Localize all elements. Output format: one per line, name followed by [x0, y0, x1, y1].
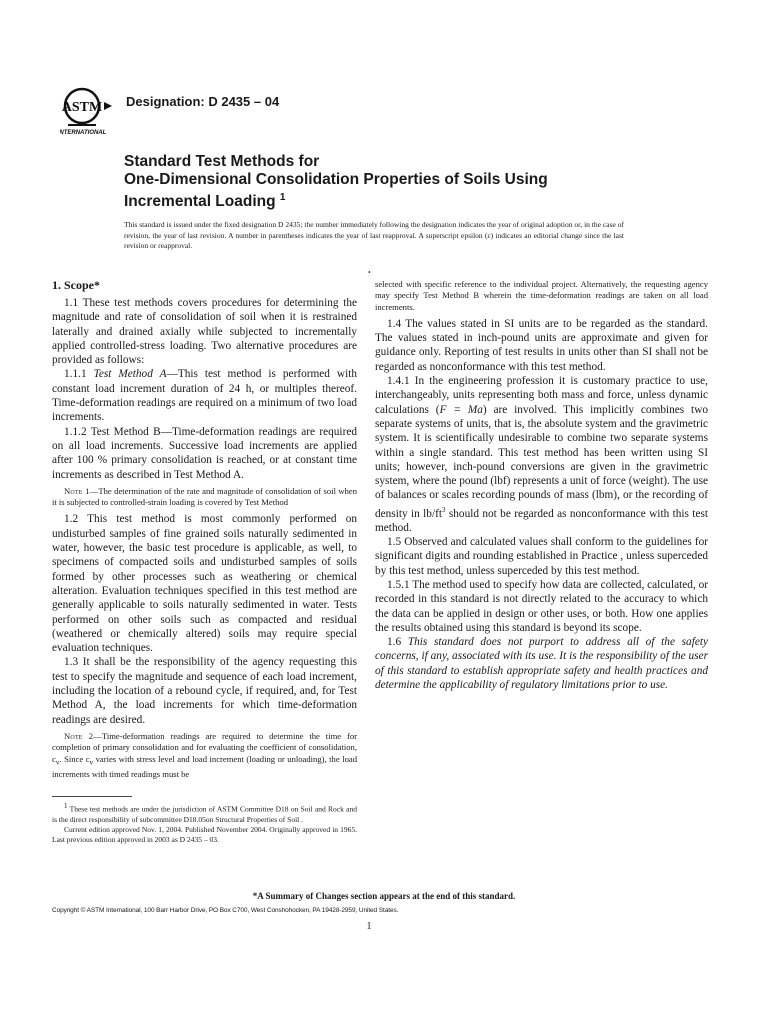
title-line-2: One-Dimensional Consolidation Properties of Soils Using: [124, 171, 548, 188]
footnote-1: [52, 801, 357, 825]
note-label: Note 1: [64, 485, 90, 496]
astm-logo: [60, 86, 120, 138]
document-title: [124, 153, 684, 211]
para-label: 1.6: [387, 636, 402, 649]
equation: F = Ma: [439, 403, 483, 416]
logo-text: INTERNATIONAL: [60, 130, 107, 136]
section-heading-scope: 1. Scope*: [52, 278, 100, 292]
page-number: 1: [366, 921, 372, 932]
para-text: should not be regarded as nonconformance with this test method.: [375, 507, 708, 534]
note-text: —Time-deformation readings are required to determine the time for completion of primary consolidation and for evaluating the coefficient of consolidation, c: [52, 730, 358, 764]
footnote-2: Current edition approved Nov. 1, 2004. Published November 2004. Originally approved in 1965. Last previous edition approved in 2003 as D 2435 – 03.: [52, 824, 357, 844]
para-text: ) are involved. This implicitly combines two separate systems of units, that is, the absolute system and the gravimetric system. It is scientifically undesirable to combine two separate systems within a single standard. This test method has been written using SI units; however, inch-pound conversions are given in the gravimetric system, where the pound (lbf) represents a unit of force (weight). The use of balances or scales recording pounds of mass (lbm), or the recording of density in lb/ft: [375, 403, 709, 520]
para-1-1: 1.1 These test methods covers procedures for determining the magnitude and rate of consolidation of soil when it is restrained laterally and drained axially while subjected to incrementally applied controlled-stress loading. Two alternative procedures are provided as follows:: [52, 297, 357, 367]
left-column: [52, 278, 357, 784]
note-text: —The determination of the rate and magnitude of consolidation of soil when it is subjected to controlled-strain loading is covered by Test Method: [52, 485, 358, 508]
designation: Designation: D 2435 – 04: [126, 94, 280, 109]
note-2-continued: selected with specific reference to the individual project. Alternatively, the requesting agency may specify Test Method B wherein the time-deformation readings are taken on all load increments.: [375, 279, 708, 312]
note-label: Note 2: [64, 730, 94, 741]
note-text: varies with stress level and load increment (loading or unloading), the load increments with timed readings must be: [52, 753, 357, 779]
footnote-text: These test methods are under the jurisdiction of ASTM Committee D18 on Soil and Rock and is the direct responsibility of subcommittee D18.05on Structural Properties of Soil .: [52, 804, 357, 824]
right-column: [375, 279, 708, 692]
subscript: v: [89, 758, 94, 767]
superscript: 3: [442, 505, 446, 514]
para-1-1-2: 1.1.2 Test Method B—Time-deformation readings are required on all load increments. Successive load increments are applied after 100 % primary consolidation is reached, or at constant time increments as described in Test Method A.: [52, 425, 357, 481]
footnote-marker: 1: [64, 802, 68, 810]
para-1-5-1: 1.5.1 The method used to specify how data are collected, calculated, or recorded in this standard is not directly related to the accuracy to which the data can be applied in design or other uses, or both. How one applies the results obtained using this standard is beyond its scope.: [375, 579, 708, 634]
para-1-5: 1.5 Observed and calculated values shall conform to the guidelines for significant digits and rounding established in Practice , unless superceded by this test method, unless superceded by this test method.: [375, 536, 708, 577]
para-label: 1.1.1: [64, 368, 87, 381]
para-1-2: 1.2 This test method is most commonly performed on undisturbed samples of fine grained soils naturally sedimented in water, however, the basic test procedure is applicable, as well, to specimens of compacted soils and undisturbed samples of soils formed by other processes such as weathering or chemical alteration. Evaluation techniques specified in this test method are generally applicable to soils naturally sedimented in water. Tests performed on other soils such as compacted and residual (weathered or chemically altered) soils may require special evaluation techniques.: [52, 513, 357, 655]
title-footnote-ref: 1: [279, 192, 286, 203]
para-1-3: 1.3 It shall be the responsibility of the agency requesting this test to specify the magnitude and sequence of each load increment, including the location of a rebound cycle, if required, and, for Test Method A, the load increments for which time-deformation readings are desired.: [52, 656, 357, 726]
para-1-6: [375, 635, 708, 692]
issued-note: This standard is issued under the fixed designation D 2435; the number immediately following the designation indicates the year of original adoption or, in the case of revision, the year of last revision. A number in parentheses indicates the year of last reapproval. A superscript epsilon (ε) indicates an editorial change since the last revision or reapproval.: [124, 220, 624, 250]
subscript: v: [55, 758, 60, 767]
note-text: . Since c: [59, 753, 90, 764]
note-1: [52, 486, 357, 509]
para-1-4-1: [375, 374, 708, 535]
summary-of-changes-note: *A Summary of Changes section appears at the end of this standard.: [252, 891, 516, 901]
safety-statement: This standard does not purport to address all of the safety concerns, if any, associated with its use. It is the responsibility of the user of this standard to establish appropriate safety and health practices and determine the applicability of regulatory limitations prior to use.: [375, 636, 709, 692]
copyright-line: Copyright © ASTM International, 100 Barr Harbor Drive, PO Box C700, West Conshohocken, PA 19428-2959, United States.: [52, 907, 399, 914]
para-text: —This test method is performed with constant load increment duration of 24 h, or multiples thereof. Time-deformation readings are required on a minimum of two load increments.: [52, 368, 358, 424]
footnotes: [52, 801, 357, 845]
title-line-3: Incremental Loading: [124, 193, 276, 211]
title-line-1: Standard Test Methods for: [124, 153, 320, 170]
footnote-rule: [52, 796, 132, 797]
svg-text:ASTM: ASTM: [61, 100, 103, 115]
para-1-4: 1.4 The values stated in SI units are to be regarded as the standard. The values stated in inch-pound units are approximate and given for guidance only. Reporting of test results in units other than SI shall not be regarded as nonconformance with this test method.: [375, 317, 708, 373]
para-text: 1.4.1 In the engineering profession it is customary practice to use, interchangeably, units representing both mass and force, unless dynamic calculations (: [375, 375, 708, 416]
margin-mark: •: [368, 268, 371, 277]
method-name: Test Method A: [93, 368, 167, 381]
para-1-1-1: [52, 367, 357, 424]
note-2: [52, 731, 357, 780]
